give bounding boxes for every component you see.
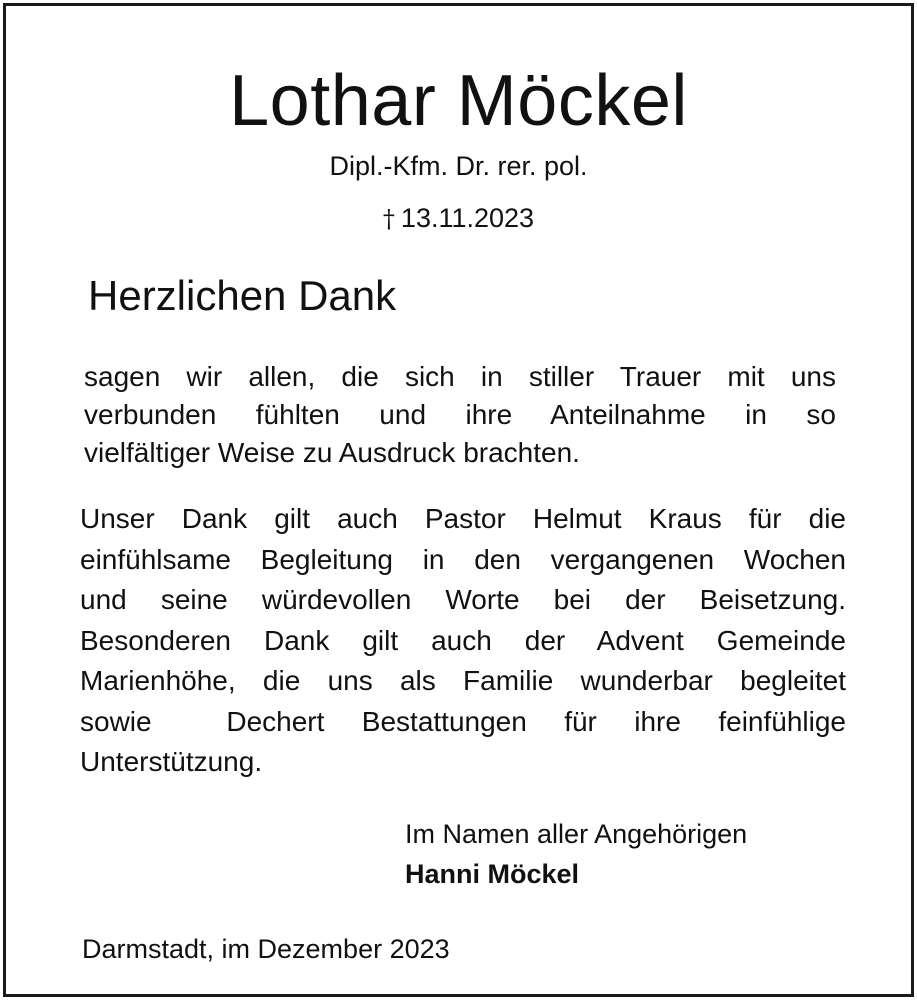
paragraph-line: Marienhöhe, die uns als Familie wunderbar begleitet bbox=[80, 665, 846, 696]
cross-icon: † bbox=[382, 205, 395, 233]
paragraph-line: einfühlsame Begleitung in den vergangenen Wochen bbox=[80, 543, 846, 575]
paragraph-line: verbunden fühlten und ihre Anteilnahme in so bbox=[84, 399, 836, 430]
signature-name: Hanni Möckel bbox=[405, 859, 580, 889]
paragraph-line: Unser Dank gilt auch Pastor Helmut Kraus für die bbox=[80, 503, 846, 534]
paragraph-line: vielfältiger Weise zu Ausdruck brachten. bbox=[84, 437, 580, 468]
thanks-paragraph-2 bbox=[80, 499, 846, 783]
death-date: 13.11.2023 bbox=[400, 203, 535, 233]
thanks-heading: Herzlichen Dank bbox=[88, 272, 397, 319]
place-and-date: Darmstadt, im Dezember 2023 bbox=[82, 934, 450, 964]
academic-titles: Dipl.-Kfm. Dr. rer. pol. bbox=[329, 151, 588, 181]
deceased-name: Lothar Möckel bbox=[229, 61, 688, 141]
obituary-card bbox=[3, 3, 914, 997]
thanks-paragraph-1 bbox=[84, 358, 836, 472]
paragraph-line: Unterstützung. bbox=[80, 746, 263, 777]
paragraph-line: sowie Dechert Bestattungen für ihre feinfühlige bbox=[80, 705, 846, 737]
paragraph-line: und seine würdevollen Worte bei der Beisetzung. bbox=[80, 584, 846, 615]
signature-intro: Im Namen aller Angehörigen bbox=[405, 819, 748, 849]
paragraph-line: Besonderen Dank gilt auch der Advent Gemeinde bbox=[80, 624, 846, 656]
paragraph-line: sagen wir allen, die sich in stiller Trauer mit uns bbox=[84, 361, 836, 392]
death-date-line bbox=[6, 200, 911, 237]
